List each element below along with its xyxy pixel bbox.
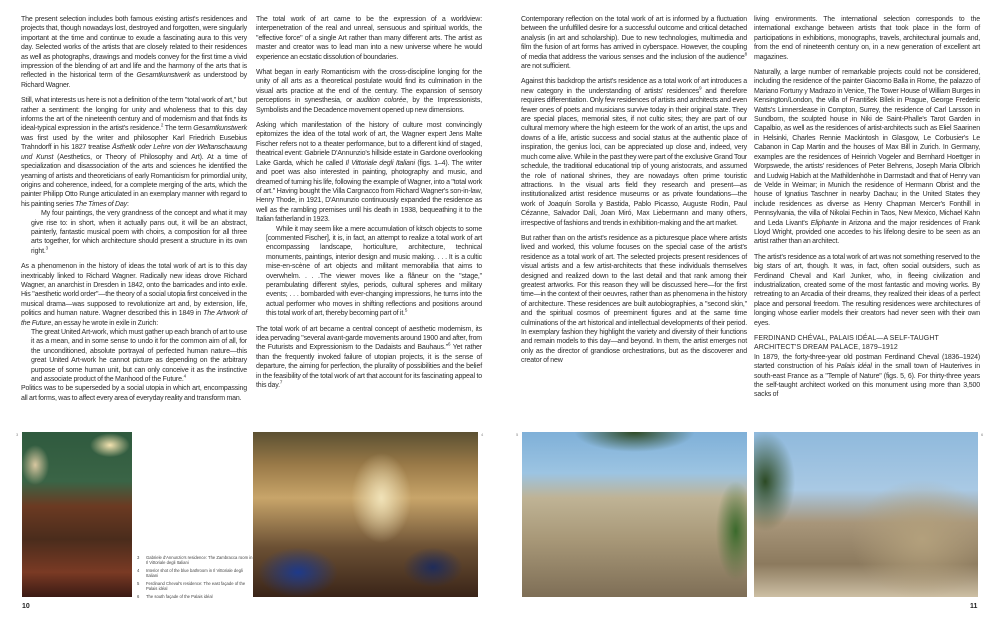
text: , an essay he wrote in exile in Zurich:	[51, 319, 159, 327]
text: As a phenomenon in the history of ideas the total work of art is to this day inextricably linked to Richard Wagner. Radically new ideas drove Richard Wagner, an anarchist in Dresden in 1842, onto the barricades and into exile. His "aesthetic world order"—the theory of a social utopia first conceived in the musical drama—was supposed to revolutionize art and, by extension, life, politics and human nature. Wagner described this in 1849 in	[21, 263, 247, 318]
caption-number: 6	[137, 593, 140, 599]
figure-5-palais-ideal-east-facade-photo	[522, 432, 747, 597]
text: was first used by the writer and philosopher Karl Friedrich Eusebius Trahndorff in his 1827 treatise	[21, 134, 247, 152]
paragraph: Politics was to be superseded by a social utopia in which art, encompassing all art forms, was to affect every area of everyday reality and transform man.	[21, 385, 247, 402]
page-number-left: 10	[22, 603, 30, 610]
figure-number: 3	[16, 432, 19, 437]
footnote-ref: 9	[699, 85, 702, 91]
caption-number: 5	[137, 580, 140, 586]
text: The total work of art became a central concept of aesthetic modernism, its idea pervading "several avant-garde movements around 1900 and after, from the Futurists and Expressionism to the Dadaists and Bauhaus."	[256, 325, 482, 352]
italic-title: Il Vittoriale degli Italiani	[345, 159, 415, 167]
text: in the small town of Hauterives in south-east France as a "Temple of Nature" (figs. 5, 6). For thirty-three years the self-taught architect worked on this monument using more than 3,500 sacks of	[754, 363, 980, 399]
figure-number: 6	[981, 432, 984, 437]
figure-captions	[137, 555, 255, 601]
page-number-right: 11	[970, 603, 978, 610]
text: as understood by Richard Wagner.	[21, 72, 248, 89]
text: Against this backdrop the artist's residence as a total work of art introduces a new category in the understanding of artists' residences	[521, 78, 747, 95]
figure-number: 5	[516, 432, 519, 437]
figure-3-zambracca-room-photo	[22, 432, 132, 597]
caption	[137, 594, 255, 599]
paragraph	[521, 77, 747, 228]
footnote-ref: 4	[183, 373, 186, 379]
text: Naturally, a large number of remarkable projects could not be considered, including the residence of the painter Giacomo Balla in Rome, the palazzo of Mariano Fortuny y Madrazo in Venice, The Tower House of William Burges in Kensington/London, the villa of František Bílek in Prague, George Frederic Watts's Limnerslease in Compton, Surrey, the residence of Carl Larsson in Sundborn, the sculpted house in Niki de Saint-Phalle's Tarot Garden in Capalbio, as well as the residences of artist-architects such as Eliel Saarinen in Helsinki, Charles Rennie Mackintosh in Glasgow, Le Corbusier's Le Cabanon in Cap Martin and the houses of Max Bill in Zurich. In Germany, examples are the residences of Heinrich Vogeler and Bernhard Hoettger in Worpswede, the artists' residences of Peter Behrens, Joseph Maria Olbrich and Ludwig Habich at the Mathildenhöhe in Darmstadt and that of Henry van de Velde in Weimar; in Munich the residence of Hermann Obrist and the house of Ignatius Taschner in nearby Dachau; in the United States they include residences as diverse as Henry Chapman Mercer's Fonthill in Pennsylvania, the villa of Nikolai Fechin in Taos, New Mexico, Michael Kahn and Leda Livant's	[754, 69, 980, 227]
footnote-ref: 7	[279, 379, 283, 385]
caption	[137, 568, 255, 578]
text: (Aesthetics, or Theory of Philosophy and Art). At a time of specialization and disassociation of the arts and sciences he identified the yearning of artists and theoreticians of early Romanticism for primordial unity, origins and coherence, indeed, for a complete merging of the arts, which the painter Philipp Otto Runge articulated in an exemplary manner with regard to his painting series	[21, 153, 248, 208]
caption-number: 3	[137, 555, 140, 560]
footnote-ref: 5	[404, 307, 408, 313]
text: The great United Art-work, which must gather up each branch of art to use it as a mean, and in some sense to undo it for the common aim of all, for the unconditioned, absolute portrayal of perfected human nature—this great United Art-work he cannot picture as depending on the arbitrary purpose of some human unit, but can only conceive it as the instinctive and associate product of the Manhood of the Future.	[31, 329, 247, 384]
caption-text: Interior shot of the blue bathroom in Il Vittoriale degli Italiani	[146, 567, 243, 579]
caption-number: 4	[137, 567, 140, 573]
text-column-2	[256, 15, 482, 396]
text: are not sufficient.	[521, 63, 571, 71]
text: Yet rather than the frequently invoked failure of utopian projects, it is the sense of departure, the aiming for perfection, the plurality of possibilities and the belief in the feasibility of the total work of art that account for its fascinating appeal to this day.	[256, 344, 482, 390]
text: Asking which manifestation of the history of culture most convincingly epitomizes the idea of the total work of art, the Wagner expert Jens Malte Fischer refers not to a theater performance, but to a different kind of staged, theatrical event: Gabriele D'Annunzio's hillside estate in Gardone overlooking Lake Garda, which he called	[256, 122, 482, 167]
block-quote	[21, 209, 247, 256]
block-quote	[21, 328, 247, 384]
footnote-ref: 2	[160, 123, 164, 129]
text: What began in early Romanticism with the cross-discipline longing for the unity of all arts as a theoretical postulate would find its culmination in the visual arts practice at the end of the century. The expansion of sensory perceptions in synesthesia, or	[256, 69, 482, 105]
italic-title: Ästhetik oder Lehre von der Weltanschauung und Kunst	[21, 144, 247, 161]
figure-4-blue-bathroom-photo	[253, 432, 478, 597]
italic-term: audition colorée	[356, 97, 407, 105]
caption	[137, 555, 255, 565]
text: and therefore requires differentiation. Only few residences of artists and architects and even fewer ones of poets and musicians survive today in their original state. They are special places, memorial sites, if not cultic sites; they are part of our cultural memory where the high esteem for the work of an artist, the ups and downs of a life, artistic success and social status at the authentic place of inspiration, the genius loci, can be appreciated up close and, indeed, very much come alive. While in the past they were part of the exclusive Grand Tour schedule, the traditional educational trip of young aristocrats, and assumed the role of national shrines, they are nowadays often prime touristic attractions. In the visual arts field they research and present—as institutionalized artist residence museums or as private foundations—the work of Joaquín Sorolla y Bastida, Pablo Picasso, Auguste Rodin, Paul Cézanne, Salvador Dalí, Joan Miró, Max Liebermann and many others, irrespective of fashions and trends in exhibition-making and the art market.	[521, 87, 748, 227]
paragraph	[256, 68, 482, 115]
paragraph: living environments. The international selection corresponds to the international exchange between artists that took place in the form of participations in exhibitions, monographs, travels, architectural journals and, from the end of nineteenth century on, in a new generation of excellent art magazines.	[754, 16, 980, 61]
footnote-ref: 3	[45, 245, 49, 251]
paragraph	[521, 15, 747, 71]
caption-text: Ferdinand Cheval's residence: The east façade of the Palais idéal	[146, 580, 246, 592]
text: The term	[163, 125, 194, 133]
text: Contemporary reflection on the total work of art is informed by a fluctuation between the unfulfilled desire for a successful outcome and critical detached analysis (in art and scholarship). Due to new technologies, multimedia and film the fusion of art forms has arrived in cyberspace. However, the coupling of media that address the various senses and the inclusion of the audience	[521, 16, 747, 61]
text-column-3	[521, 15, 747, 372]
paragraph	[21, 96, 247, 209]
paragraph	[754, 353, 980, 400]
italic-title: The Artwork of the Future	[21, 310, 248, 327]
text: The present selection includes both famous existing artist's residences and projects that, though nowadays lost, destroyed and forgotten, were singularly important at the time and continue to exude a fascinating aura to this very day. Selected works of the artists that are closely related to their residences as well as photographs, drawings and models convey for the first time a vivid impression of the blending of art and life and the harmony of the arts that is reflected in the historical term of the	[21, 16, 247, 80]
text: While it may seem like a mere accumulation of kitsch objects to some [commented Fischer], it is, in fact, an attempt to realize a total work of art encompassing landscape, horticulture, architecture, technical monuments, paintings, interior design and music making. . . . It is a cultic mise-en-scène of art objects and militant memorabilia that aims to overwhelm. . . .The viewer moves like a flâneur on the "stage," perambulating different styles, periods, cultural spheres and military events; . . . bombarded with ever-changing impressions, he turns into the actual performer who moves in shifting reflections and positions around this total work of art, thereby becoming part of it.	[266, 225, 482, 318]
paragraph: The total work of art came to be the expression of a worldview: interpenetration of the real and unreal, sensuous and spiritual worlds, the "effective force" of a single Art rather than many different arts. The artist as master and creator was to lead man into a new universe where he would experience an ecstatic dissolution of boundaries.	[256, 16, 482, 61]
text-column-1	[21, 15, 247, 409]
paragraph: The artist's residence as a total work of art was not something reserved to the big stars of art, though. It was, in fact, often social outsiders, such as Ferdinand Cheval and Karl Junker, who, in fleeing civilization and industrialization, created some of the most fantastic and moving works. By retreating to an Arcadia of their dreams, they realized their ideas of a perfect place and personal freedom. The resulting residences were architectures of longing whose earlier models their creators had never seen with their own eyes.	[754, 253, 980, 327]
section-heading: FERDINAND CHÉVAL, PALAIS IDÉAL—A SELF-TAUGHT ARCHITECT'S DREAM PALACE, 1879–1912	[754, 335, 939, 352]
caption-text: The south façade of the Palais idéal	[146, 593, 213, 599]
caption-text: Gabriele d'Annunzio's residence: The Zambracca room in Il Vittoriale degli Italiani	[146, 555, 253, 566]
italic-term: Gesamtkunstwerk	[193, 125, 247, 133]
italic-term: Palais idéal	[836, 363, 872, 371]
italic-title: The Times of Day	[75, 200, 127, 208]
figure-number: 4	[481, 432, 484, 437]
italic-title: Eliphante	[810, 219, 839, 227]
footnote-ref: 6	[448, 342, 451, 348]
italic-term: Gesamtkunstwerk	[136, 72, 191, 80]
paragraph	[256, 121, 482, 224]
footnote-ref: 8	[744, 51, 747, 57]
paragraph	[754, 68, 980, 247]
text: Still, what interests us here is not a definition of the term "total work of art," but rather a sentiment: the longing for unity and wholeness that to this day informs the art of the nineteenth century and of modernism and that finds its ideal-typical expression in the artist's residence.	[21, 97, 247, 133]
text: (figs. 1–4). The writer and poet was also interested in painting, photography and music, and dreamed of turning his life, following the example of Wagner, into a "total work of art." Having bought the Villa Cargnacco from Richard Wagner's son-in-law, Henry Thode, in 1921, D'Annunzio continuously expanded the residence as well as the rambling premises until his death in 1938, bequeathing it to the Italian fatherland in 1923.	[256, 159, 482, 224]
text: My four paintings, the very grandness of the concept and what it may give rise to: in short, when it actually pans out, it will be an abstract, painterly, fantastic musical poem with choirs, a composition for all three arts together, for which architecture should present a structure in its own right.	[31, 210, 247, 255]
paragraph	[21, 15, 247, 90]
text: , by the Impressionists, Symbolists and the Decadence movement opened up new dimensions.	[256, 97, 482, 114]
text: in Arizona and the major residences of Frank Lloyd Wright, provided one accedes to his lifelong desire to be seen as an artist rather than an architect.	[754, 219, 980, 246]
figure-6-palais-ideal-south-facade-photo	[754, 432, 978, 597]
text: In 1879, the forty-three-year old postman Ferdinand Cheval (1836–1924) started construction of his	[754, 353, 980, 371]
paragraph	[21, 262, 247, 328]
text: :	[126, 200, 129, 208]
caption	[137, 581, 255, 591]
paragraph: But rather than on the artist's residence as a picturesque place where artists lived and worked, this volume focuses on the special case of the artist's residence as a total work of art. The selected projects present residences of visual artists and a few artist-architects that these individuals themselves designed and realized down to the last detail and that rank among their greatest artworks. For this reason they will be discussed here—for the first time—in the context of their oeuvres, rather than as phenomena in the history of architecture. These residences are built autobiographies, a "second skin," and the spiritual cosmos of preeminent figures and at the same time culminations of the art historical and intellectual developments of their period. In exemplary fashion they highlight the variety and diversity of their functions and remain models to this day—and beyond. In them, the artist emerges not only as the director of grandiose orchestrations, but as the discoverer and creator of new	[521, 234, 747, 365]
paragraph	[256, 325, 482, 391]
block-quote	[256, 225, 482, 319]
text-column-4	[754, 15, 980, 406]
